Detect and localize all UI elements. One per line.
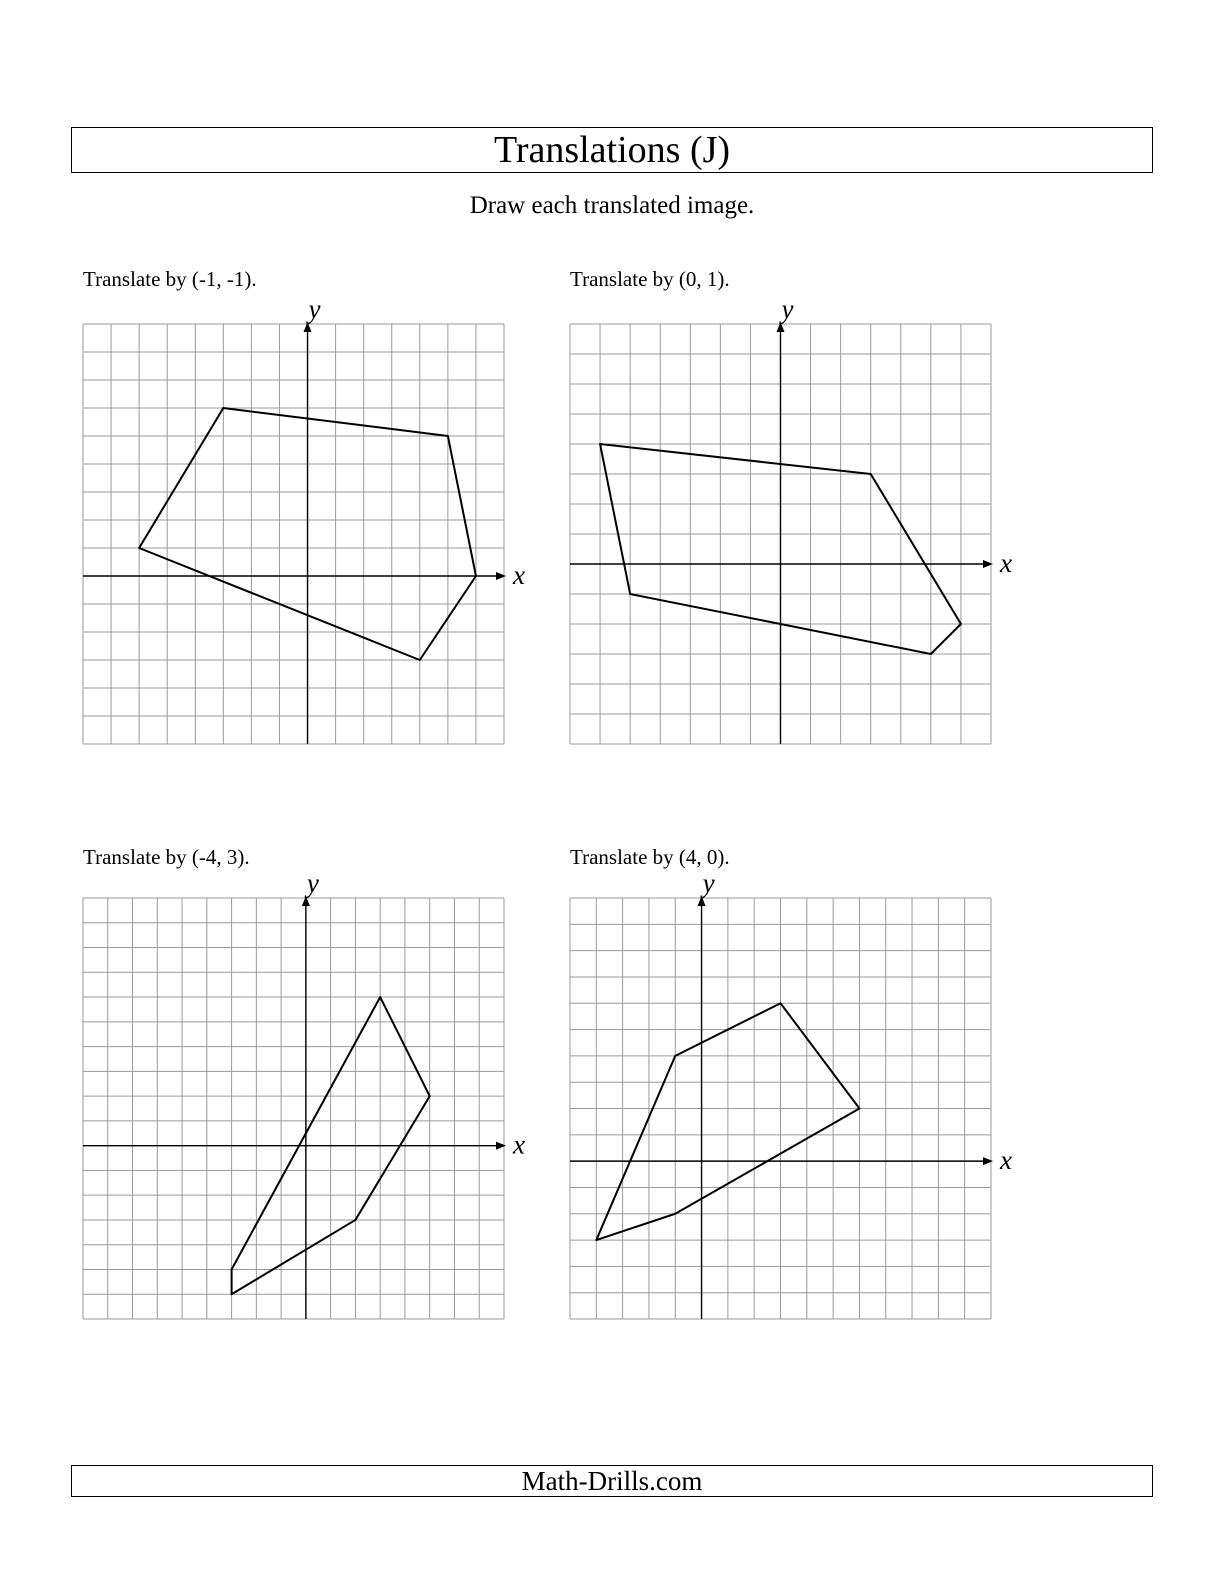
footer-text: Math-Drills.com (521, 1465, 703, 1496)
y-axis-label: y (306, 868, 319, 898)
x-axis-label: x (513, 560, 525, 590)
problem-3-prompt: Translate by (-4, 3). (83, 845, 250, 869)
worksheet-title-text: Translations (J) (493, 129, 731, 171)
problem-2-prompt: Translate by (0, 1). (570, 267, 730, 291)
y-axis-label: y (702, 868, 715, 898)
footer (71, 1465, 1153, 1497)
x-axis-label: x (513, 1129, 525, 1160)
x-axis-label: x (1000, 1145, 1012, 1176)
x-axis-label: x (1000, 548, 1012, 578)
worksheet-instructions: Draw each translated image. (469, 192, 755, 219)
grid-lines (570, 898, 991, 1319)
problem-4-prompt: Translate by (4, 0). (570, 845, 730, 869)
y-axis-label: y (781, 294, 794, 324)
problem-1-prompt: Translate by (-1, -1). (83, 267, 257, 291)
y-axis-label: y (308, 294, 321, 324)
